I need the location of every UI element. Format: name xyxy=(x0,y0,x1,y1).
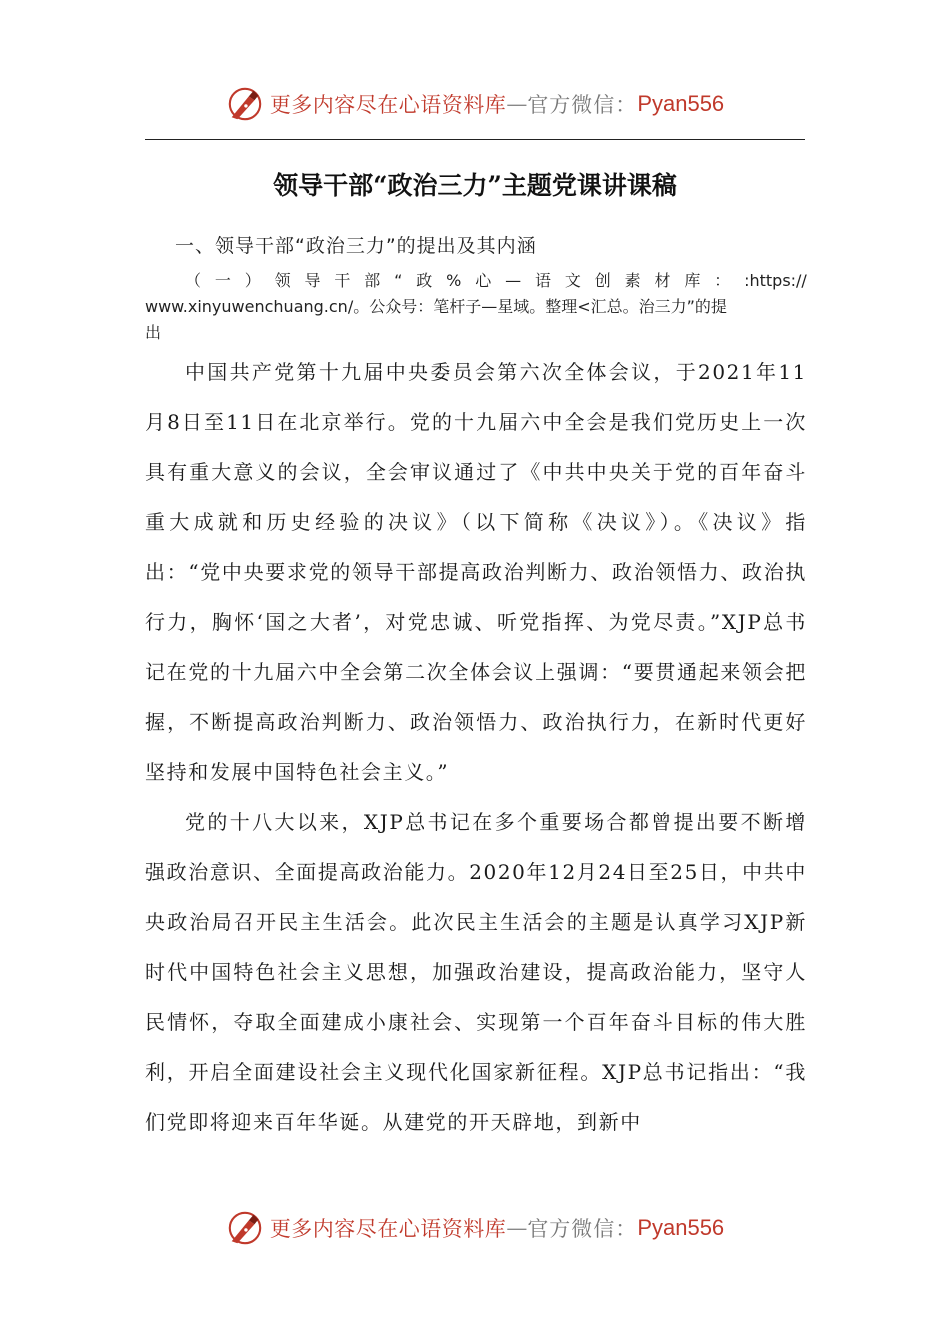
subhead-char: 库 xyxy=(684,271,701,290)
pen-nib-logo-icon xyxy=(226,85,264,123)
document-title: 领导干部“政治三力”主题党课讲课稿 xyxy=(273,171,677,200)
subhead-char: % xyxy=(446,271,462,290)
section-heading: 一、领导干部“政治三力”的提出及其内涵 xyxy=(175,235,537,257)
banner-dash: — xyxy=(506,92,528,116)
subhead-char: 导 xyxy=(304,271,321,290)
subsection-heading-line-3: 出 xyxy=(145,323,162,342)
subhead-char: 心 xyxy=(475,271,492,290)
body-text xyxy=(145,347,807,1147)
banner-dash: — xyxy=(506,1216,528,1240)
footer-banner xyxy=(0,1206,950,1250)
banner-slogan: 更多内容尽在心语资料库 xyxy=(269,93,507,117)
subhead-char: 领 xyxy=(274,271,291,290)
subhead-char: 文 xyxy=(564,271,581,290)
banner-wechat-id: Pyan556 xyxy=(637,91,725,116)
subsection-heading xyxy=(145,268,807,346)
paragraph-1: 中国共产党第十九届中央委员会第六次全体会议，于2021年11月8日至11日在北京举行。党的十九届六中全会是我们党历史上一次具有重大意义的会议，全会审议通过了《中共中央关于党的百年奋斗重大成就和历史经验的决议》（以下简称《决议》）。《决议》指出：“党中央要求党的领导干部提高政治判断力、政治领悟力、政治执行力，胸怀‘国之大者’，对党忠诚、听党指挥、为党尽责。”XJP总书记在党的十九届六中全会第二次全体会议上强调：“要贯通起来领会把握，不断提高政治判断力、政治领悟力、政治执行力，在新时代更好坚持和发展中国特色社会主义。” xyxy=(145,360,807,784)
subhead-char: 政 xyxy=(416,271,433,290)
subhead-char: 一 xyxy=(214,271,231,290)
pen-nib-logo-icon xyxy=(226,1209,264,1247)
header-divider xyxy=(145,139,805,140)
subhead-char: 材 xyxy=(654,271,671,290)
subhead-char: 素 xyxy=(624,271,641,290)
paragraph-2: 党的十八大以来，XJP总书记在多个重要场合都曾提出要不断增强政治意识、全面提高政治能力。2020年12月24日至25日，中共中央政治局召开民主生活会。此次民主生活会的主题是认真学习XJP新时代中国特色社会主义思想，加强政治建设，提高政治能力，坚守人民情怀，夺取全面建成小康社会、实现第一个百年奋斗目标的伟大胜利，开启全面建设社会主义现代化国家新征程。XJP总书记指出：“我们党即将迎来百年华诞。从建党的开天辟地，到新中 xyxy=(145,810,807,1134)
subhead-char: 语 xyxy=(534,271,551,290)
subhead-char: 部 xyxy=(364,271,381,290)
banner-slogan: 更多内容尽在心语资料库 xyxy=(269,1217,507,1241)
subhead-char: ） xyxy=(244,271,261,290)
subhead-char: （ xyxy=(185,271,202,290)
header-banner xyxy=(0,82,950,126)
subsection-heading-line-1 xyxy=(145,268,807,294)
subsection-heading-line-2: www.xinyuwenchuang.cn/。公众号：笔杆子—星域。整理<汇总。治三力”的提 xyxy=(145,297,727,316)
subhead-char: — xyxy=(505,271,522,290)
subhead-url-fragment: :https:// xyxy=(744,271,807,290)
banner-wechat-label: 官方微信： xyxy=(527,1217,638,1241)
subhead-char: 创 xyxy=(594,271,611,290)
banner-wechat-id: Pyan556 xyxy=(637,1215,725,1240)
banner-wechat-label: 官方微信： xyxy=(527,93,638,117)
subhead-char: ： xyxy=(714,271,731,290)
subhead-char: “ xyxy=(394,271,403,290)
subhead-char: 干 xyxy=(334,271,351,290)
